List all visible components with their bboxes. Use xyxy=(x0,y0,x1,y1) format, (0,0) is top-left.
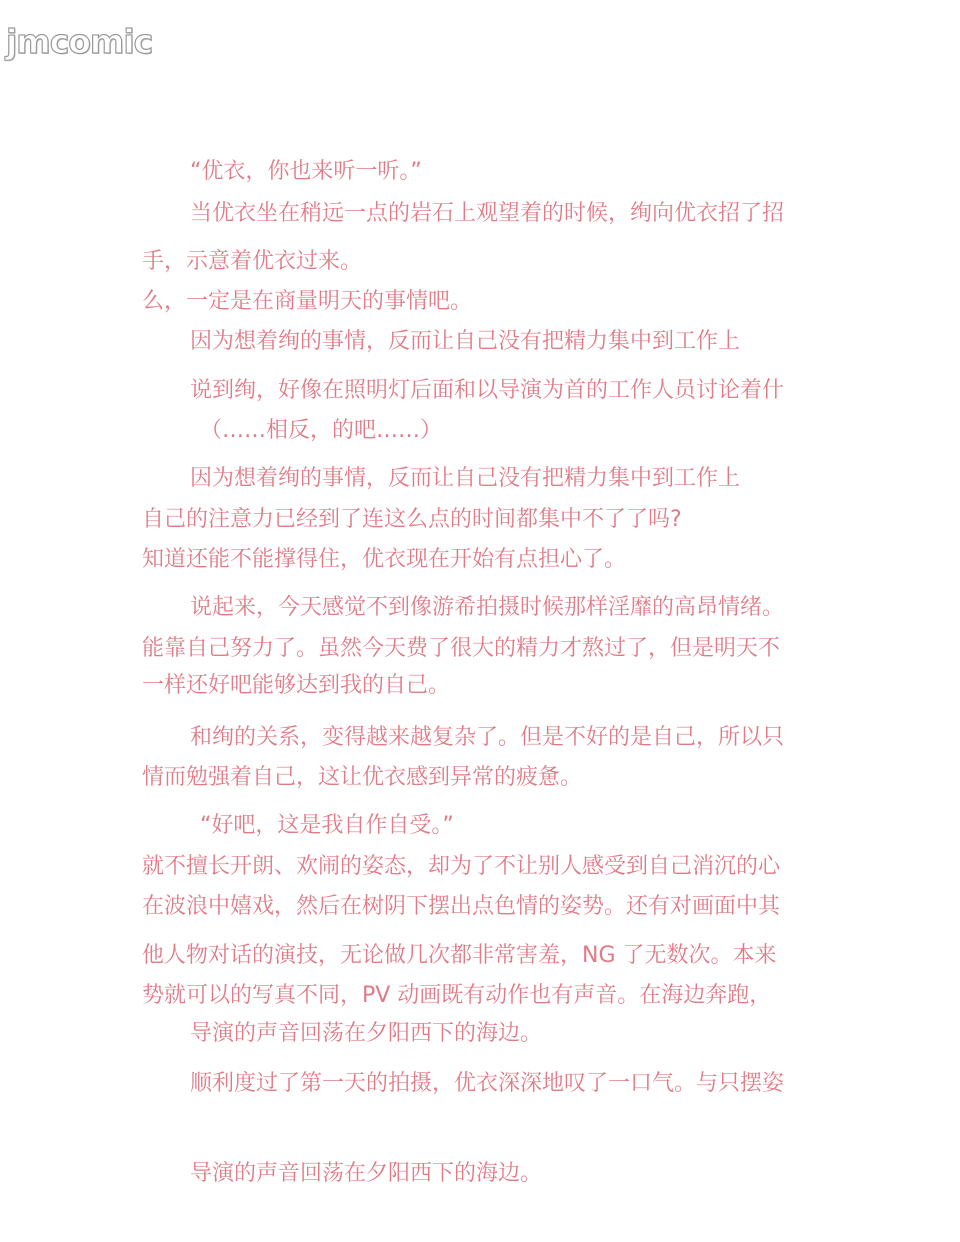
watermark-logo: jmcomic xyxy=(6,22,153,61)
text-line: 说到绚，好像在照明灯后面和以导演为首的工作人员讨论着什 xyxy=(190,378,785,403)
text-line: 势就可以的写真不同，PV 动画既有动作也有声音。在海边奔跑， xyxy=(142,983,772,1008)
text-line: 知道还能不能撑得住，优衣现在开始有点担心了。 xyxy=(142,547,627,572)
text-line: 自己的注意力已经到了连这么点的时间都集中不了了吗? xyxy=(142,507,682,532)
text-line-clipped: 导演的声音回荡在夕阳西下的海边。 xyxy=(190,1021,543,1046)
text-line: 顺利度过了第一天的拍摄，优衣深深地叹了一口气。与只摆姿 xyxy=(190,1071,785,1096)
text-line: “优衣，你也来听一听。” xyxy=(190,159,422,184)
text-line-clipped: 导演的声音回荡在夕阳西下的海边。 xyxy=(190,1161,543,1186)
text-line: 说起来，今天感觉不到像游希拍摄时候那样淫靡的高昂情绪。 xyxy=(190,595,785,620)
text-line: 他人物对话的演技，无论做几次都非常害羞，NG 了无数次。本来 xyxy=(142,943,777,968)
text-line: 在波浪中嬉戏，然后在树阴下摆出点色情的姿势。还有对画面中其 xyxy=(142,894,781,919)
text-line-clipped: “好吧，这是我自作自受。” xyxy=(200,813,454,838)
text-line: 情而勉强着自己，这让优衣感到异常的疲惫。 xyxy=(142,765,583,790)
text-line-clipped: 因为想着绚的事情，反而让自己没有把精力集中到工作上 xyxy=(190,466,741,491)
text-line: 能靠自己努力了。虽然今天费了很大的精力才熬过了，但是明天不 xyxy=(142,636,781,661)
text-line: （……相反，的吧……） xyxy=(200,418,443,443)
text-line: 么，一定是在商量明天的事情吧。 xyxy=(142,289,473,314)
text-line: 就不擅长开朗、欢闹的姿态，却为了不让别人感受到自己消沉的心 xyxy=(142,854,781,879)
text-line-clipped: 因为想着绚的事情，反而让自己没有把精力集中到工作上 xyxy=(190,329,741,354)
text-line-clipped: 当优衣坐在稍远一点的岩石上观望着的时候，绚向优衣招了招 xyxy=(190,201,785,226)
text-line: 和绚的关系，变得越来越复杂了。但是不好的是自己，所以只 xyxy=(190,725,785,750)
text-line: 手，示意着优衣过来。 xyxy=(142,249,363,274)
text-line-clipped: 一样还好吧能够达到我的自己。 xyxy=(142,673,451,698)
